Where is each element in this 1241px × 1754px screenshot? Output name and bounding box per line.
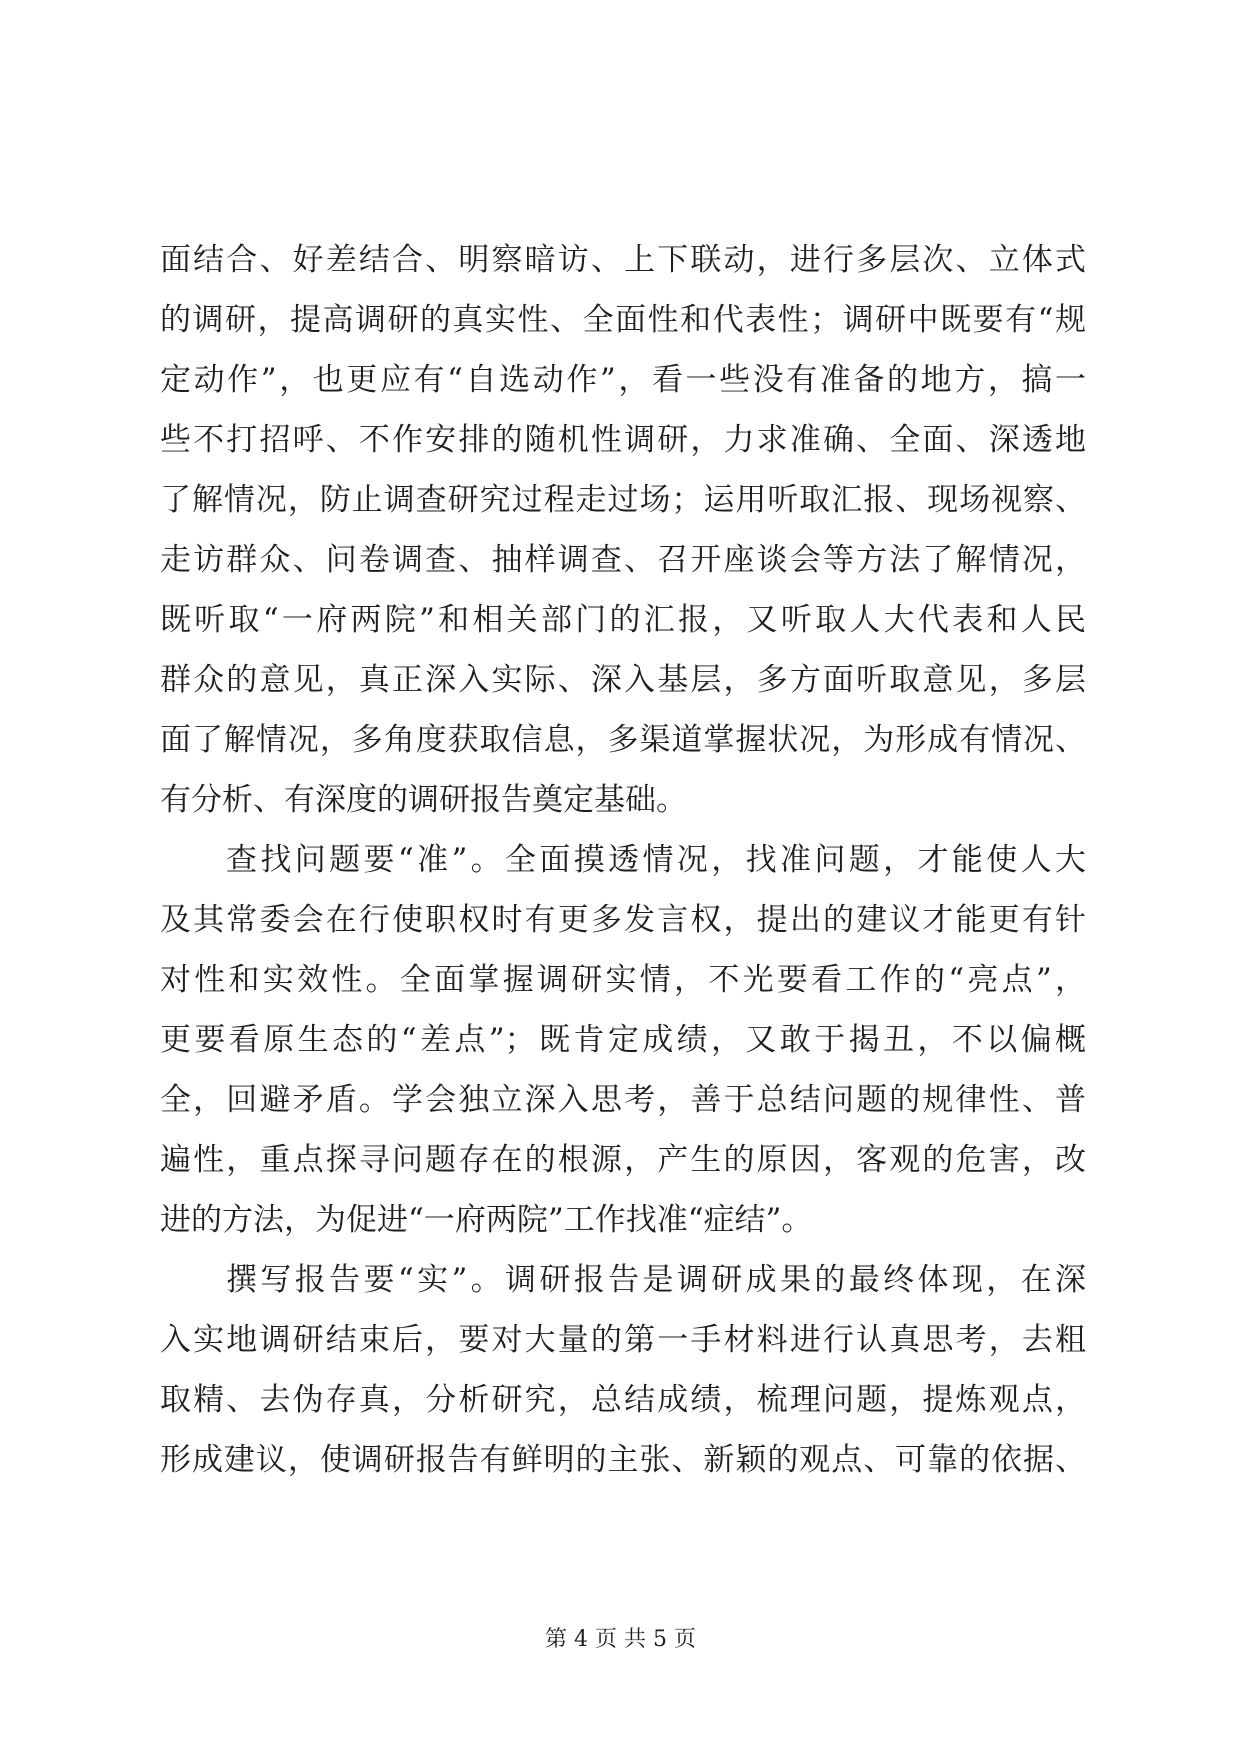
document-body	[160, 230, 1086, 1490]
page-number: 第 4 页 共 5 页	[545, 1627, 696, 1652]
text-line: 的调研，提高调研的真实性、全面性和代表性；调研中既要有“规	[160, 302, 1086, 338]
text-line: 全，回避矛盾。学会独立深入思考，善于总结问题的规律性、普	[160, 1082, 1086, 1118]
text-line: 取精、去伪存真，分析研究，总结成绩，梳理问题，提炼观点，	[160, 1382, 1086, 1418]
text-line: 定动作”，也更应有“自选动作”，看一些没有准备的地方，搞一	[160, 362, 1086, 398]
text-line: 了解情况，防止调查研究过程走过场；运用听取汇报、现场视察、	[160, 482, 1086, 518]
text-line: 些不打招呼、不作安排的随机性调研，力求准确、全面、深透地	[160, 422, 1086, 458]
text-line: 形成建议，使调研报告有鲜明的主张、新颖的观点、可靠的依据、	[160, 1442, 1086, 1478]
text-line: 遍性，重点探寻问题存在的根源，产生的原因，客观的危害，改	[160, 1142, 1086, 1178]
text-line: 查找问题要“准”。全面摸透情况，找准问题，才能使人大	[226, 842, 1086, 878]
text-line: 入实地调研结束后，要对大量的第一手材料进行认真思考，去粗	[160, 1322, 1086, 1358]
paragraph	[160, 1250, 1086, 1490]
text-line: 走访群众、问卷调查、抽样调查、召开座谈会等方法了解情况，	[160, 542, 1086, 578]
text-line: 及其常委会在行使职权时有更多发言权，提出的建议才能更有针	[160, 902, 1086, 938]
text-line: 对性和实效性。全面掌握调研实情，不光要看工作的“亮点”，	[160, 962, 1086, 998]
text-line: 面结合、好差结合、明察暗访、上下联动，进行多层次、立体式	[160, 242, 1086, 278]
text-line: 进的方法，为促进“一府两院”工作找准“症结”。	[160, 1202, 813, 1238]
paragraph	[160, 230, 1086, 830]
text-line: 面了解情况，多角度获取信息，多渠道掌握状况，为形成有情况、	[160, 722, 1086, 758]
text-line: 既听取“一府两院”和相关部门的汇报，又听取人大代表和人民	[160, 602, 1086, 638]
paragraph	[160, 830, 1086, 1250]
text-line: 有分析、有深度的调研报告奠定基础。	[160, 782, 687, 818]
text-line: 撰写报告要“实”。调研报告是调研成果的最终体现，在深	[226, 1262, 1086, 1298]
text-line: 更要看原生态的“差点”；既肯定成绩，又敢于揭丑，不以偏概	[160, 1022, 1086, 1058]
text-line: 群众的意见，真正深入实际、深入基层，多方面听取意见，多层	[160, 662, 1086, 698]
